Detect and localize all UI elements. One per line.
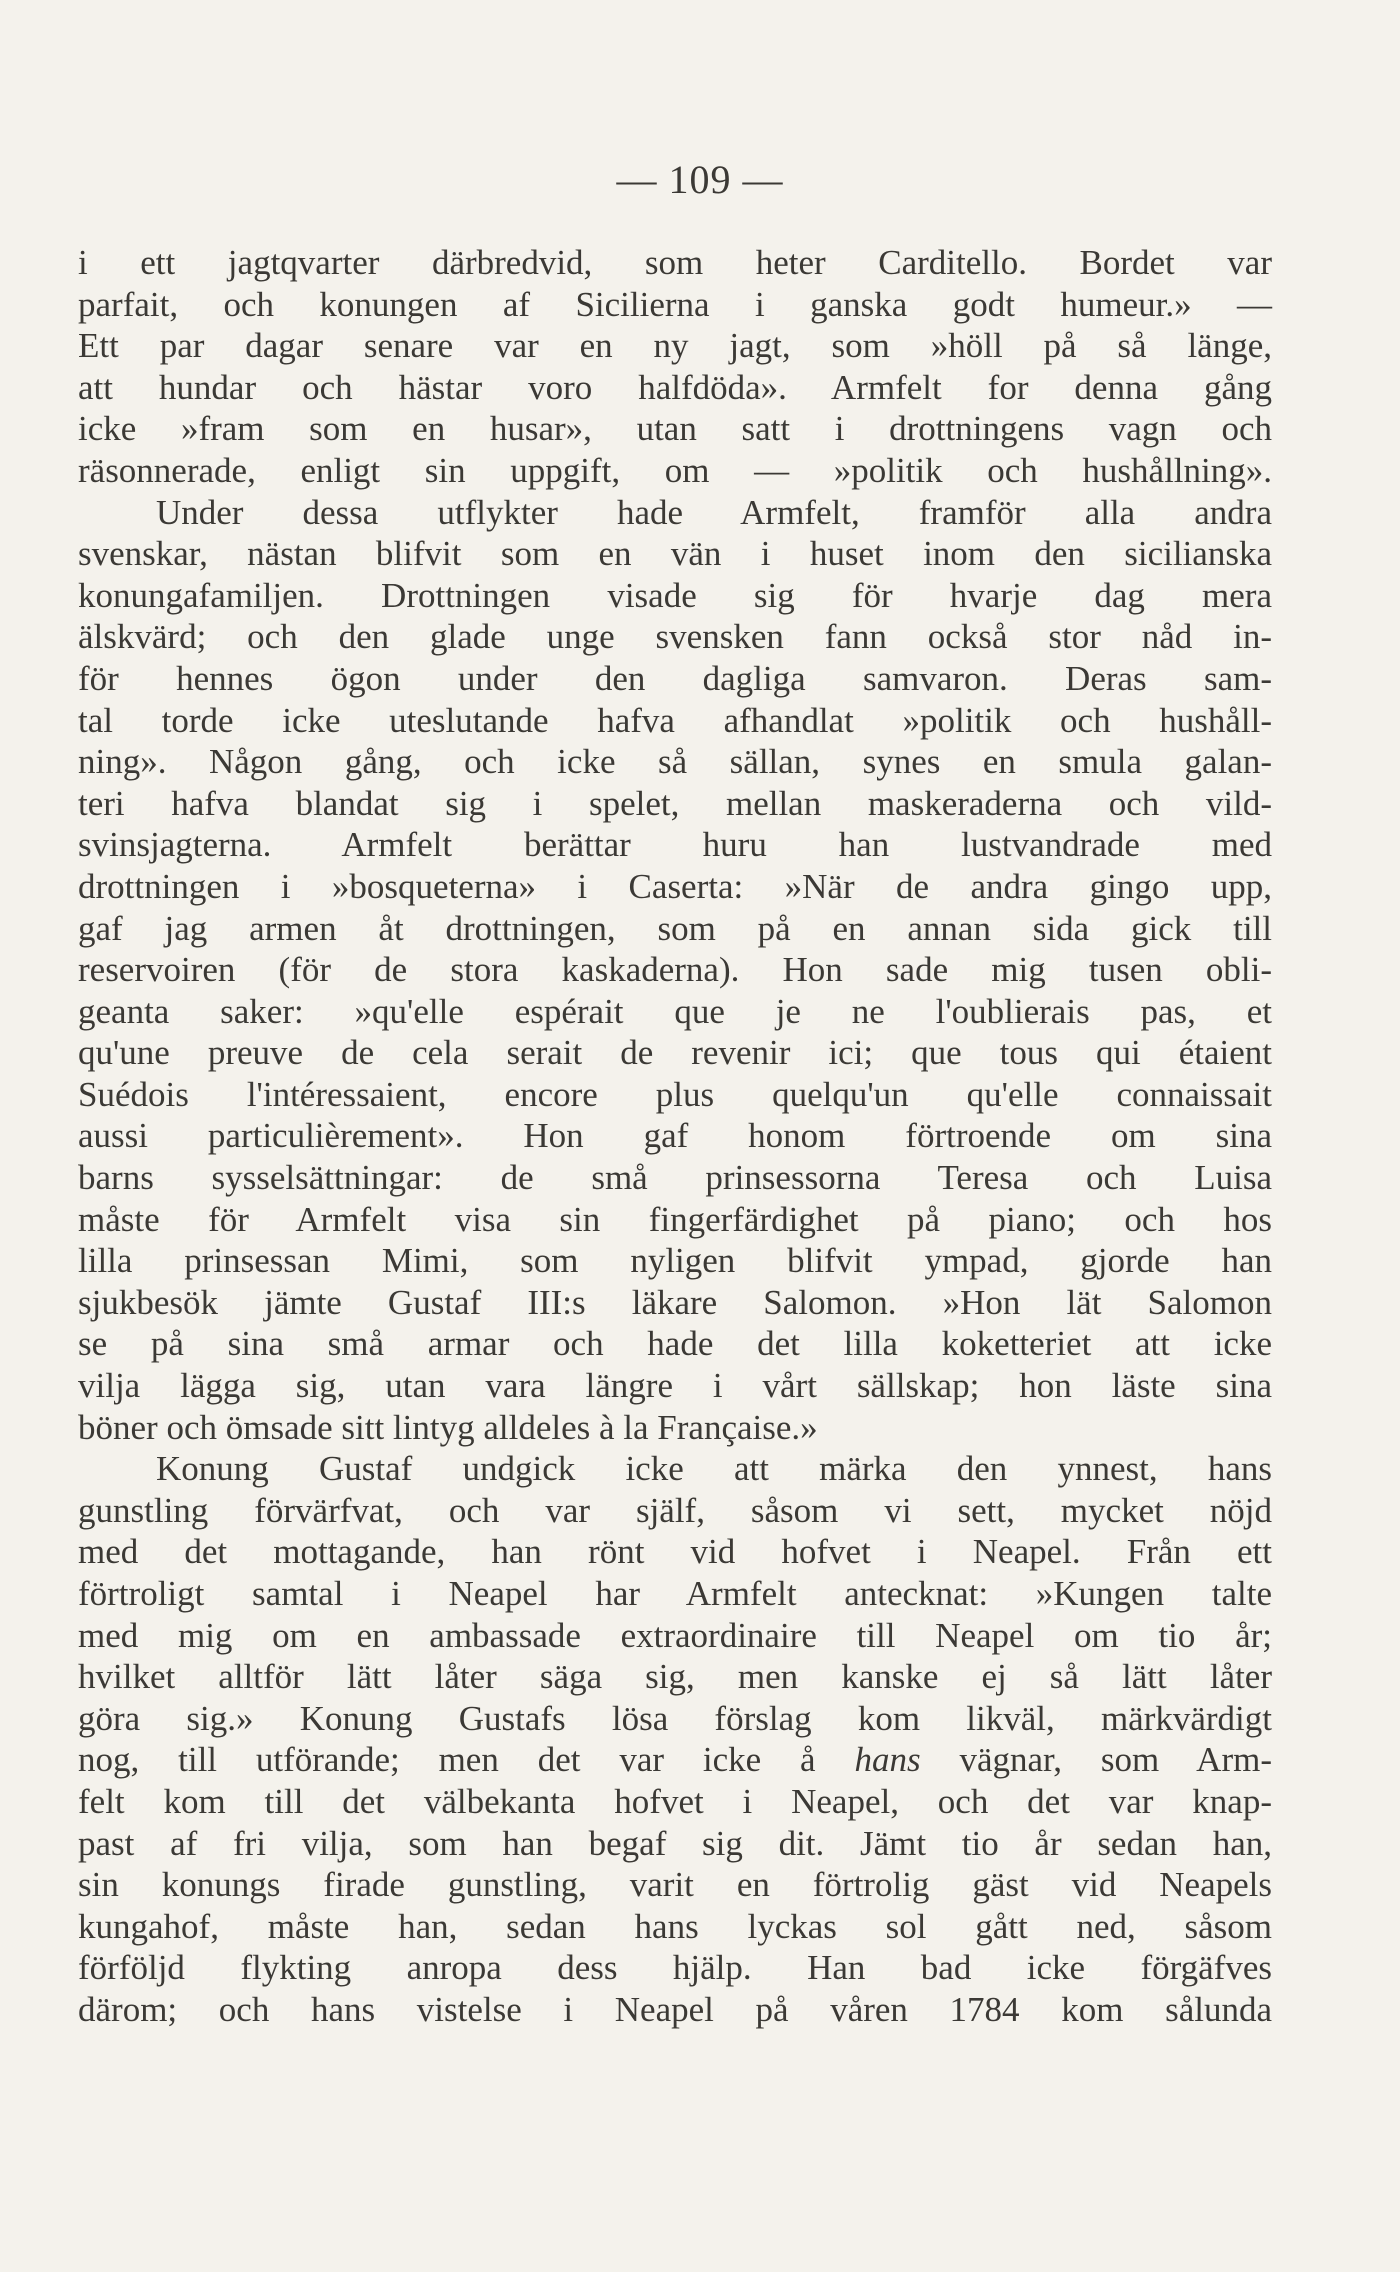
text-line: med det mottagande, han rönt vid hofvet i Neapel. Från ett [78, 1532, 1272, 1572]
text-line: älskvärd; och den glade unge svensken fann också stor nåd in- [78, 617, 1272, 657]
text-line: svinsjagterna. Armfelt berättar huru han lustvandrade med [78, 825, 1272, 865]
text-line: se på sina små armar och hade det lilla koketteriet att icke [78, 1324, 1272, 1364]
text-line: med mig om en ambassade extraordinaire till Neapel om tio år; [78, 1615, 1272, 1655]
text-line: teri hafva blandat sig i spelet, mellan maskeraderna och vild- [78, 783, 1272, 823]
text-line: konungafamiljen. Drottningen visade sig för hvarje dag mera [78, 575, 1272, 615]
text-line: hvilket alltför lätt låter säga sig, men kanske ej så lätt låter [78, 1657, 1272, 1697]
text-line: drottningen i »bosqueterna» i Caserta: »När de andra gingo upp, [78, 866, 1272, 906]
text-line: därom; och hans vistelse i Neapel på våren 1784 kom sålunda [78, 1989, 1272, 2029]
text-line: ning». Någon gång, och icke så sällan, synes en smula galan- [78, 742, 1272, 782]
text-line: förtroligt samtal i Neapel har Armfelt antecknat: »Kungen talte [78, 1574, 1272, 1613]
text-line: i ett jagtqvarter därbredvid, som heter Carditello. Bordet var [78, 243, 1272, 282]
text-line: Konung Gustaf undgick icke att märka den ynnest, hans [156, 1449, 1272, 1489]
text-line: lilla prinsessan Mimi, som nyligen blifvit ympad, gjorde han [78, 1241, 1272, 1281]
text-line: gunstling förvärfvat, och var själf, såsom vi sett, mycket nöjd [78, 1490, 1272, 1530]
text-line: Ett par dagar senare var en ny jagt, som »höll på så länge, [78, 326, 1272, 366]
text-line: svenskar, nästan blifvit som en vän i huset inom den sicilianska [78, 534, 1272, 574]
text-line: böner och ömsade sitt lintyg alldeles à la Française.» [78, 1407, 818, 1447]
italic-word: hans [854, 1740, 921, 1780]
text-line: att hundar och hästar voro halfdöda». Armfelt for denna gång [78, 367, 1272, 407]
text-line: vilja lägga sig, utan vara längre i vårt sällskap; hon läste sina [78, 1366, 1272, 1406]
body-text [78, 242, 1272, 2031]
text-line: felt kom till det välbekanta hofvet i Neapel, och det var knap- [78, 1781, 1272, 1821]
text-line: gaf jag armen åt drottningen, som på en annan sida gick till [78, 908, 1272, 948]
text-line: barns sysselsättningar: de små prinsessorna Teresa och Luisa [78, 1158, 1272, 1198]
text-line: räsonnerade, enligt sin uppgift, om — »politik och hushållning». [78, 450, 1272, 490]
text-line: parfait, och konungen af Sicilierna i ganska godt humeur.» — [78, 284, 1272, 324]
text-line: Under dessa utflykter hade Armfelt, framför alla andra [156, 492, 1272, 532]
text-line: Suédois l'intéressaient, encore plus quelqu'un qu'elle connaissait [78, 1074, 1272, 1114]
text-line: kungahof, måste han, sedan hans lyckas sol gått ned, såsom [78, 1906, 1272, 1946]
text-line: sjukbesök jämte Gustaf III:s läkare Salomon. »Hon lät Salomon [78, 1282, 1272, 1322]
text-line: geanta saker: »qu'elle espérait que je ne l'oublierais pas, et [78, 991, 1272, 1031]
text-line: för hennes ögon under den dagliga samvaron. Deras sam- [78, 658, 1272, 698]
text-line: icke »fram som en husar», utan satt i drottningens vagn och [78, 409, 1272, 449]
text-line: måste för Armfelt visa sin fingerfärdighet på piano; och hos [78, 1199, 1272, 1239]
text-line: nog, till utförande; men det var icke å hans vägnar, som Arm- [78, 1740, 1272, 1780]
text-line: aussi particulièrement». Hon gaf honom förtroende om sina [78, 1116, 1272, 1156]
text-line: tal torde icke uteslutande hafva afhandlat »politik och hushåll- [78, 700, 1272, 740]
text-line: förföljd flykting anropa dess hjälp. Han bad icke förgäfves [78, 1948, 1272, 1988]
text-line: past af fri vilja, som han begaf sig dit. Jämt tio år sedan han, [78, 1823, 1272, 1863]
text-line: sin konungs firade gunstling, varit en förtrolig gäst vid Neapels [78, 1865, 1272, 1905]
page-number-header: — 109 — [616, 157, 784, 202]
text-line: reservoiren (för de stora kaskaderna). Hon sade mig tusen obli- [78, 950, 1272, 990]
text-line: göra sig.» Konung Gustafs lösa förslag kom likväl, märkvärdigt [78, 1698, 1272, 1738]
text-line: qu'une preuve de cela serait de revenir ici; que tous qui étaient [78, 1033, 1272, 1073]
